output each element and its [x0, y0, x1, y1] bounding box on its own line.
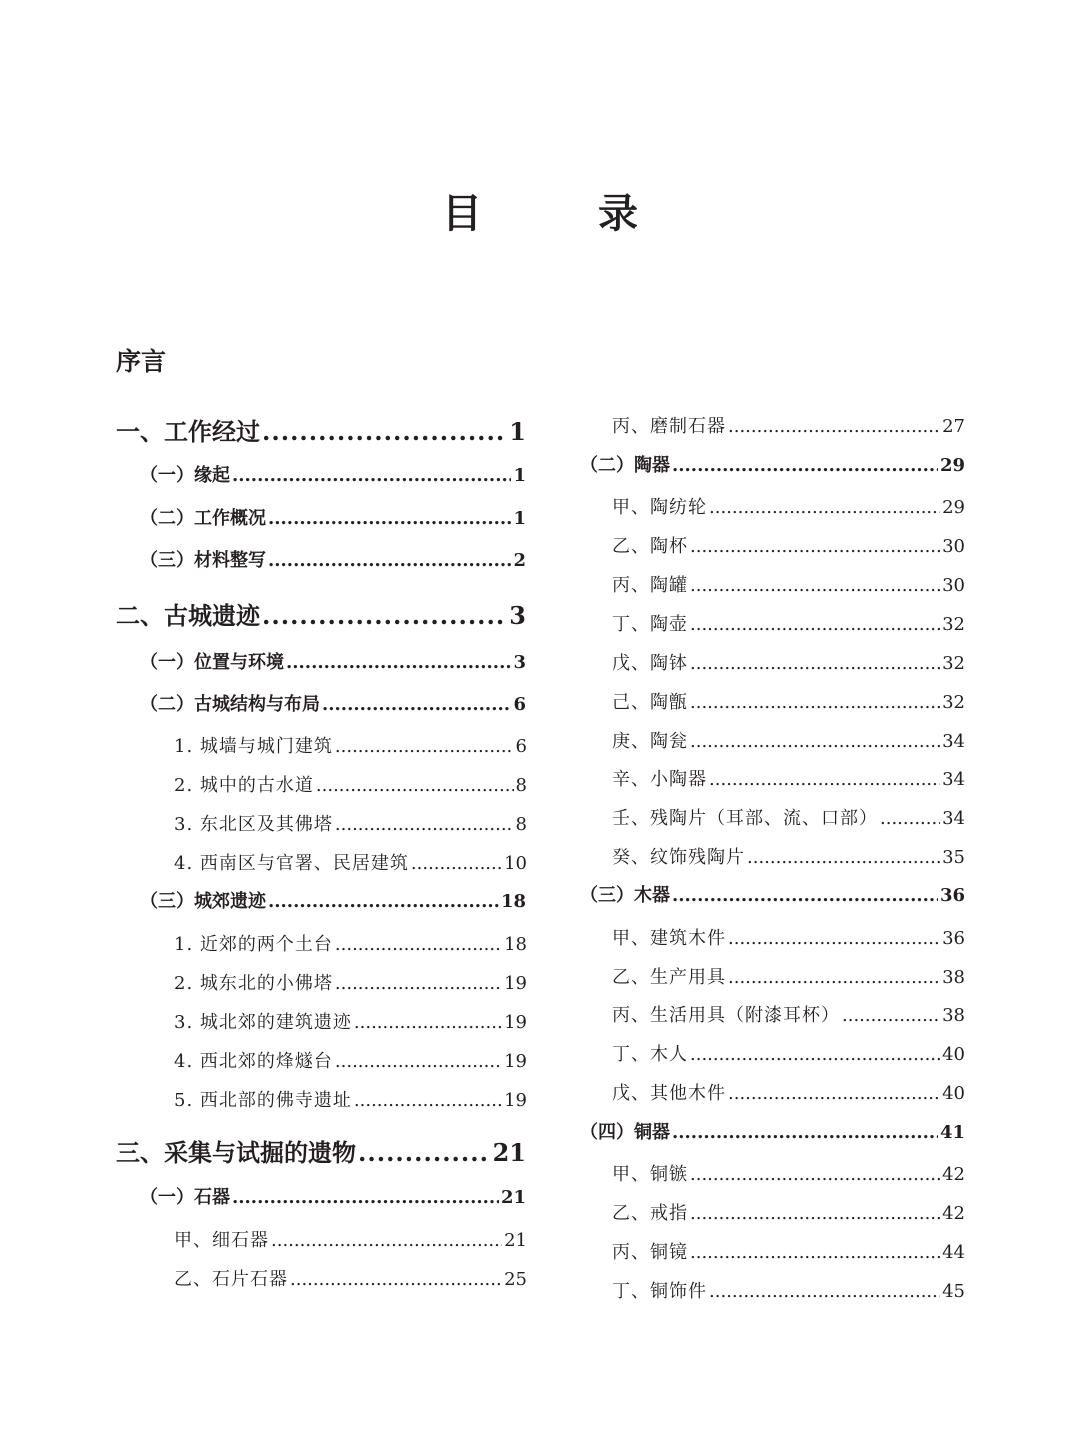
toc-entry-page: 32	[942, 692, 965, 713]
toc-entry-page: 18	[504, 934, 527, 955]
toc-entry-title: 2. 城东北的小佛塔	[174, 973, 333, 994]
toc-entry-title: 丁、陶壶	[612, 614, 688, 635]
dot-leader	[262, 417, 507, 446]
toc-entry-title: （三）材料整写	[140, 550, 266, 571]
toc-entry-page: 34	[942, 808, 965, 829]
toc-entry-title: 二、古城遗迹	[116, 601, 260, 630]
toc-entry[interactable]	[612, 804, 965, 830]
toc-entry-title: 己、陶甑	[612, 692, 688, 713]
toc-entry-title: 庚、陶瓮	[612, 731, 688, 752]
dot-leader	[335, 814, 514, 835]
toc-entry-page: 32	[942, 614, 965, 635]
toc-entry-page: 44	[942, 1242, 965, 1263]
toc-entry-title: 3. 东北区及其佛塔	[174, 814, 333, 835]
toc-entry-page: 38	[942, 1005, 965, 1026]
toc-entry[interactable]	[116, 412, 526, 447]
dot-leader	[672, 1122, 938, 1143]
dot-leader	[672, 455, 938, 476]
dot-leader	[842, 1005, 940, 1026]
toc-entry[interactable]	[174, 849, 527, 875]
toc-entry[interactable]	[140, 887, 526, 913]
toc-entry-page: 10	[504, 853, 527, 874]
toc-entry-page: 29	[942, 497, 965, 518]
dot-leader	[690, 1044, 940, 1065]
toc-entry[interactable]	[612, 493, 965, 519]
dot-leader	[335, 973, 502, 994]
toc-entry-page: 29	[939, 455, 965, 476]
toc-entry-page: 19	[504, 1051, 527, 1072]
dot-leader	[747, 847, 940, 868]
toc-entry-page: 18	[500, 891, 526, 912]
toc-entry[interactable]	[612, 727, 965, 753]
dot-leader	[335, 736, 514, 757]
toc-entry-page: 3	[513, 652, 526, 673]
toc-entry[interactable]	[612, 1238, 965, 1264]
dot-leader	[354, 1012, 502, 1033]
toc-entry-title: 1. 近郊的两个土台	[174, 934, 333, 955]
toc-entry-title: （四）铜器	[580, 1122, 670, 1143]
toc-entry-title: 3. 城北郊的建筑遗迹	[174, 1012, 352, 1033]
toc-entry-title: 癸、纹饰残陶片	[612, 847, 745, 868]
dot-leader	[690, 1164, 940, 1185]
dot-leader	[690, 731, 940, 752]
toc-entry-title: （一）缘起	[140, 465, 230, 486]
toc-entry-title: 2. 城中的古水道	[174, 775, 314, 796]
dot-leader	[672, 885, 938, 906]
dot-leader	[335, 934, 502, 955]
toc-entry[interactable]	[612, 1199, 965, 1225]
toc-entry[interactable]	[612, 1001, 965, 1027]
dot-leader	[411, 853, 502, 874]
dot-leader	[690, 1203, 940, 1224]
dot-leader	[728, 928, 940, 949]
page-title: 目 录	[442, 190, 676, 237]
toc-entry-page: 21	[492, 1138, 526, 1167]
toc-entry[interactable]	[140, 690, 526, 716]
toc-entry-page: 19	[504, 1012, 527, 1033]
toc-entry[interactable]	[612, 688, 965, 714]
toc-entry-title: （三）城郊遗迹	[140, 891, 266, 912]
toc-entry[interactable]	[612, 843, 965, 869]
toc-entry-title: （二）古城结构与布局	[140, 694, 320, 715]
toc-entry[interactable]	[580, 451, 965, 477]
toc-entry[interactable]	[140, 546, 526, 572]
toc-entry[interactable]	[140, 504, 526, 530]
toc-entry-page: 35	[942, 847, 965, 868]
toc-entry[interactable]	[140, 461, 526, 487]
toc-entry[interactable]	[612, 649, 965, 675]
toc-entry-title: （一）位置与环境	[140, 652, 284, 673]
toc-entry[interactable]	[612, 1277, 965, 1303]
dot-leader	[690, 614, 940, 635]
toc-entry-title: 4. 西北郊的烽燧台	[174, 1051, 333, 1072]
toc-entry-title: 辛、小陶器	[612, 769, 707, 790]
toc-entry[interactable]	[174, 1008, 527, 1034]
toc-entry-title: （二）工作概况	[140, 508, 266, 529]
toc-entry-page: 2	[513, 550, 526, 571]
toc-entry-page: 34	[942, 731, 965, 752]
toc-entry-title: 戊、陶钵	[612, 653, 688, 674]
toc-entry[interactable]	[174, 1047, 527, 1073]
toc-entry-page: 36	[939, 885, 965, 906]
toc-entry-title: （二）陶器	[580, 455, 670, 476]
toc-entry-title: 甲、建筑木件	[612, 928, 726, 949]
dot-leader	[690, 653, 940, 674]
dot-leader	[335, 1051, 502, 1072]
toc-entry-page: 38	[942, 967, 965, 988]
toc-entry-title: 4. 西南区与官署、民居建筑	[174, 853, 409, 874]
toc-entry-title: 壬、残陶片（耳部、流、口部）	[612, 808, 878, 829]
toc-entry[interactable]	[174, 1265, 527, 1291]
toc-entry[interactable]	[174, 771, 527, 797]
toc-entry-page: 19	[504, 1090, 527, 1111]
dot-leader	[286, 652, 511, 673]
toc-entry-page: 19	[504, 973, 527, 994]
dot-leader	[358, 1138, 491, 1167]
toc-entry-title: 一、工作经过	[116, 417, 260, 446]
toc-entry-page: 27	[942, 416, 965, 437]
toc-entry-title: 甲、细石器	[174, 1230, 269, 1251]
toc-entry-title: 丙、生活用具（附漆耳杯）	[612, 1005, 840, 1026]
dot-leader	[690, 692, 940, 713]
dot-leader	[728, 967, 940, 988]
toc-entry-page: 42	[942, 1164, 965, 1185]
dot-leader	[268, 891, 499, 912]
toc-entry-page: 41	[939, 1122, 965, 1143]
toc-entry[interactable]	[174, 1086, 527, 1112]
dot-leader	[709, 497, 940, 518]
toc-entry-title: 甲、铜镞	[612, 1164, 688, 1185]
toc-entry-title: 乙、石片石器	[174, 1269, 288, 1290]
toc-entry-title: 丁、木人	[612, 1044, 688, 1065]
toc-entry[interactable]	[580, 881, 965, 907]
dot-leader	[262, 601, 507, 630]
toc-entry[interactable]	[174, 1226, 527, 1252]
toc-entry[interactable]	[140, 648, 526, 674]
toc-entry[interactable]	[116, 596, 526, 631]
toc-entry-page: 34	[942, 769, 965, 790]
toc-entry-page: 40	[942, 1083, 965, 1104]
toc-entry-title: 丙、铜镜	[612, 1242, 688, 1263]
toc-entry-page: 8	[515, 814, 527, 835]
toc-entry[interactable]	[612, 610, 965, 636]
dot-leader	[268, 550, 511, 571]
toc-entry-title: 丙、陶罐	[612, 575, 688, 596]
toc-entry-page: 6	[513, 694, 526, 715]
dot-leader	[690, 536, 940, 557]
toc-entry[interactable]	[612, 1079, 965, 1105]
toc-entry-title: 1. 城墙与城门建筑	[174, 736, 333, 757]
toc-entry[interactable]	[612, 924, 965, 950]
toc-entry[interactable]	[174, 930, 527, 956]
toc-entry[interactable]	[612, 532, 965, 558]
dot-leader	[728, 1083, 940, 1104]
toc-entry[interactable]	[612, 412, 965, 438]
toc-entry-page: 36	[942, 928, 965, 949]
toc-entry[interactable]	[612, 963, 965, 989]
dot-leader	[290, 1269, 502, 1290]
dot-leader	[322, 694, 511, 715]
toc-entry-page: 21	[500, 1187, 526, 1208]
toc-entry-page: 25	[504, 1269, 527, 1290]
toc-entry-title: 乙、戒指	[612, 1203, 688, 1224]
toc-entry-page: 1	[509, 417, 526, 446]
toc-entry[interactable]	[612, 1040, 965, 1066]
toc-entry[interactable]	[116, 1133, 526, 1168]
toc-entry-title: （三）木器	[580, 885, 670, 906]
toc-entry[interactable]	[174, 969, 527, 995]
toc-entry[interactable]	[612, 765, 965, 791]
toc-entry[interactable]	[580, 1118, 965, 1144]
toc-entry-title: 5. 西北部的佛寺遗址	[174, 1090, 352, 1111]
toc-entry-title: 乙、生产用具	[612, 967, 726, 988]
toc-entry-title: 丁、铜饰件	[612, 1281, 707, 1302]
toc-entry-page: 45	[942, 1281, 965, 1302]
toc-entry-page: 40	[942, 1044, 965, 1065]
toc-entry-title: 戊、其他木件	[612, 1083, 726, 1104]
dot-leader	[728, 416, 940, 437]
toc-entry-title: （一）石器	[140, 1187, 230, 1208]
toc-entry-page: 42	[942, 1203, 965, 1224]
toc-entry[interactable]	[174, 810, 527, 836]
toc-entry-title: 乙、陶杯	[612, 536, 688, 557]
dot-leader	[232, 1187, 499, 1208]
toc-entry-page: 1	[513, 465, 526, 486]
toc-entry-page: 1	[513, 508, 526, 529]
toc-entry-page: 8	[515, 775, 527, 796]
dot-leader	[709, 769, 940, 790]
toc-entry[interactable]	[174, 732, 527, 758]
toc-entry-page: 3	[509, 601, 526, 630]
preface-heading: 序言	[116, 347, 167, 376]
toc-entry[interactable]	[140, 1183, 526, 1209]
toc-entry-page: 6	[515, 736, 527, 757]
toc-entry-page: 21	[504, 1230, 527, 1251]
toc-entry[interactable]	[612, 1160, 965, 1186]
dot-leader	[690, 1242, 940, 1263]
toc-entry-title: 丙、磨制石器	[612, 416, 726, 437]
dot-leader	[268, 508, 511, 529]
dot-leader	[880, 808, 940, 829]
toc-entry-page: 30	[942, 536, 965, 557]
dot-leader	[690, 575, 940, 596]
dot-leader	[709, 1281, 940, 1302]
dot-leader	[271, 1230, 502, 1251]
toc-entry-page: 32	[942, 653, 965, 674]
dot-leader	[354, 1090, 502, 1111]
dot-leader	[232, 465, 511, 486]
toc-entry[interactable]	[612, 571, 965, 597]
toc-entry-title: 甲、陶纺轮	[612, 497, 707, 518]
toc-entry-page: 30	[942, 575, 965, 596]
toc-entry-title: 三、采集与试掘的遗物	[116, 1138, 356, 1167]
dot-leader	[316, 775, 514, 796]
